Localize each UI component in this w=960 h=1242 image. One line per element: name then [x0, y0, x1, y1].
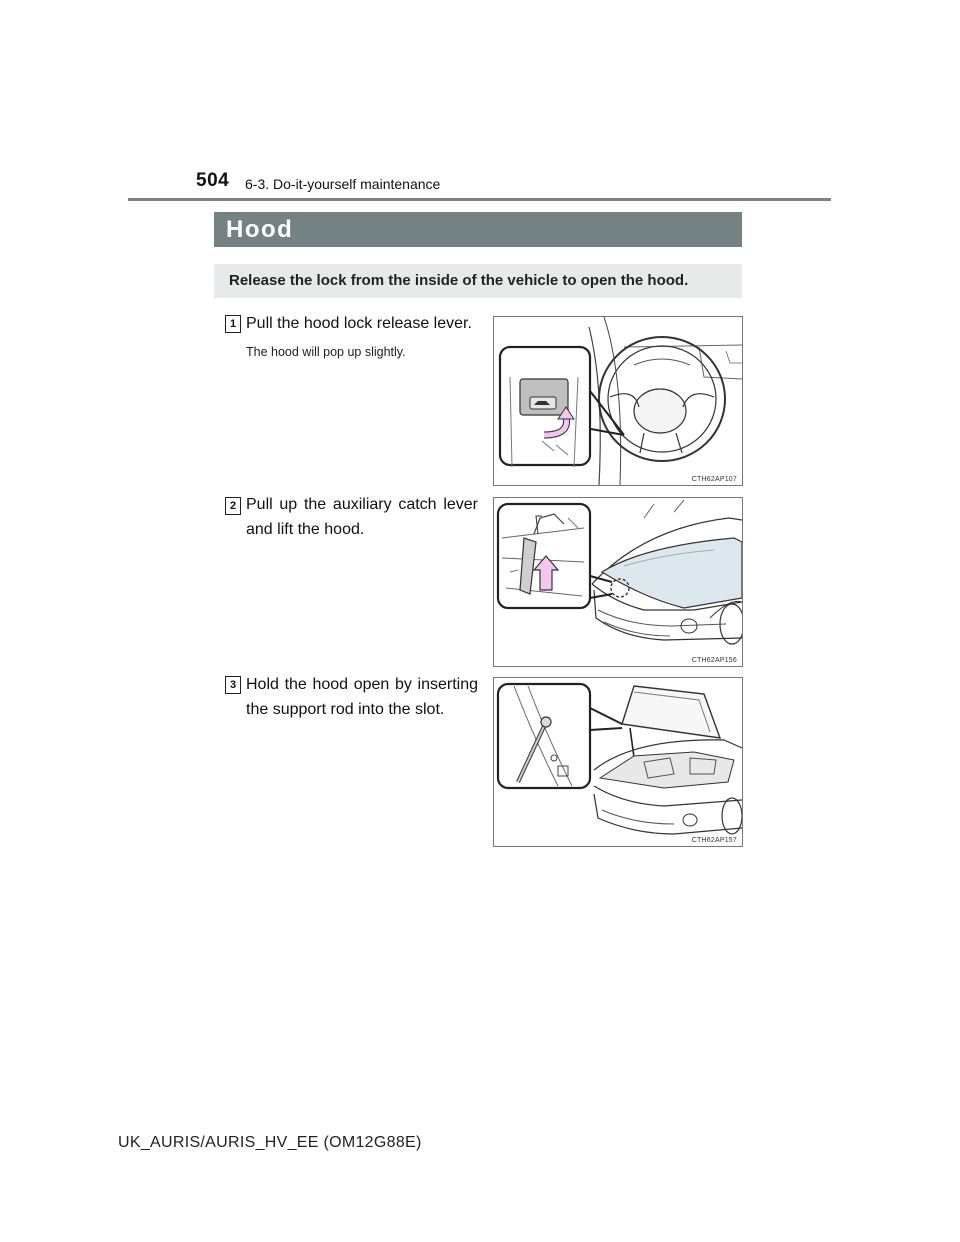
car-open-hood-support-rod-illustration — [494, 678, 742, 846]
page-number: 504 — [196, 170, 230, 191]
figure-2-code: CTH62AP156 — [691, 657, 737, 664]
step-1-note: The hood will pop up slightly. — [246, 345, 406, 359]
figure-support-rod — [493, 677, 743, 847]
step-3-badge: 3 — [225, 676, 241, 694]
footer-model-code: UK_AURIS/AURIS_HV_EE (OM12G88E) — [118, 1134, 422, 1151]
figure-hood-release-lever — [493, 316, 743, 486]
step-1-text: Pull the hood lock release lever. — [246, 315, 472, 332]
steering-wheel-lever-illustration — [494, 317, 742, 485]
step-2-badge: 2 — [225, 497, 241, 515]
intro-box: Release the lock from the inside of the vehicle to open the hood. — [214, 264, 742, 298]
header-rule — [128, 198, 831, 201]
section-title: 6-3. Do-it-yourself maintenance — [245, 176, 441, 192]
step-2-text: Pull up the auxiliary catch lever and lift the hood. — [246, 496, 478, 538]
page-title: Hood — [214, 212, 742, 247]
figure-3-code: CTH62AP157 — [691, 837, 737, 844]
car-front-catch-lever-illustration — [494, 498, 742, 666]
figure-1-code: CTH62AP107 — [691, 476, 737, 483]
step-1-badge: 1 — [225, 315, 241, 333]
step-3-text: Hold the hood open by inserting the support rod into the slot. — [246, 676, 478, 718]
figure-auxiliary-catch-lever — [493, 497, 743, 667]
